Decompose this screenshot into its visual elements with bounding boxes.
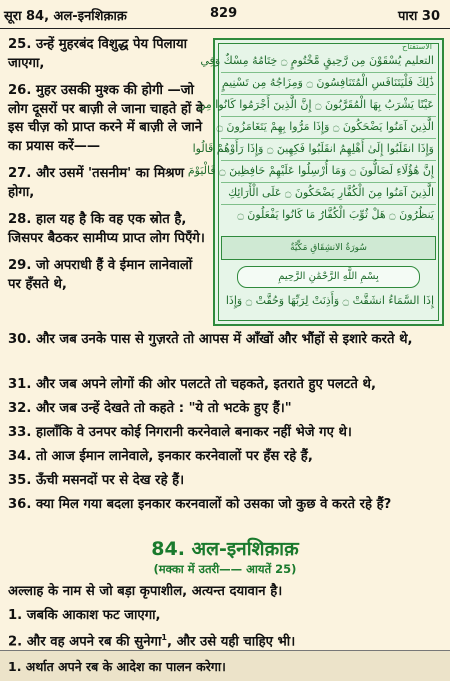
- arabic-rule: [221, 204, 436, 205]
- arabic-line-2: ذَٰلِكَ فَلْيَتَنَافَسِ الْمُتَنَافِسُونَ ۝ وَمِزَاجُهُ مِن تَسْنِيمٍ: [221, 76, 434, 89]
- footnote-text: 1. अर्थात अपने रब के आदेश का पालन करेगा।: [8, 659, 226, 674]
- verse-26: 26. मुहर उसकी मुश्क की होगी —जो लोग दूसरों पर बाज़ी ले जाना चाहते हों वे इस चीज़ को प्राप्त करने में बाज़ी ले जाने का प्रयास करें——: [8, 83, 204, 154]
- verse-25: 25. उन्हें मुहरबंद विशुद्ध पेय पिलाया जाएगा,: [8, 37, 188, 71]
- arabic-rule: [221, 94, 436, 95]
- verse-36: 36. क्या मिल गया बदला इनकार करनवालों को उसका जो कुछ वे करते रहे हैं?: [8, 497, 392, 512]
- arabic-line-4: الَّذِينَ آمَنُوا يَضْحَكُونَ ۝ وَإِذَا مَرُّوا بِهِمْ يَتَغَامَزُونَ ۝: [216, 120, 434, 133]
- verse-2-text: 2. और वह अपने रब की सुनेगा: [8, 634, 162, 650]
- surah-84-title: 84. अल-इनशिक़ाक़: [151, 538, 299, 560]
- arabic-line-6: إِنَّ هَٰؤُلَاءِ لَضَالُّونَ ۝ وَمَا أُرْسِلُوا عَلَيْهِمْ حَافِظِينَ ۝ فَالْيَوْمَ: [187, 164, 434, 177]
- arabic-last-line: إِذَا السَّمَاءُ انشَقَّتْ ۝ وَأَذِنَتْ لِرَبِّهَا وَحُقَّتْ ۝ وَإِذَا: [225, 294, 434, 307]
- left-column-verses: [8, 36, 208, 294]
- para-label: पारा 30: [397, 9, 440, 24]
- arabic-rule: [221, 160, 436, 161]
- bismillah-cartouche: بِسْمِ اللَّهِ الرَّحْمَٰنِ الرَّحِيمِ: [237, 266, 420, 288]
- arabic-box-tag: الاستفتاح: [402, 42, 432, 51]
- page-header: [0, 0, 450, 30]
- verse-35: 35. ऊँची मसनदों पर से देख रहे हैं।: [8, 473, 185, 488]
- surah-header-label: सूरा 84, अल-इनशिक़ाक़: [4, 9, 127, 24]
- verse-34: 34. तो आज ईमान लानेवाले, इनकार करनेवालों पर हँस रहे हैं,: [8, 449, 313, 464]
- arabic-line-3: عَيْنًا يَشْرَبُ بِهَا الْمُقَرَّبُونَ ۝ إِنَّ الَّذِينَ أَجْرَمُوا كَانُوا مِنَ: [197, 98, 434, 111]
- footnote-marker: 1: [161, 633, 167, 642]
- surah-84-subtitle: (मक्का में उतरी—— आयतें 25): [153, 562, 297, 576]
- arabic-rule: [221, 72, 436, 73]
- footnote-bar: [0, 650, 450, 681]
- arabic-rule: [221, 138, 436, 139]
- verse-31: 31. और जब अपने लोगों की ओर पलटते तो चहकते, इतराते हुए पलटते थे,: [8, 377, 376, 392]
- arabic-line-1: التعليم يُسْقَوْنَ مِن رَّحِيقٍ مَّخْتُومٍ ۝ خِتَامُهُ مِسْكٌ وَفِي: [200, 54, 434, 67]
- page-number: 829: [210, 6, 238, 21]
- verse-33: 33. हालाँकि वे उनपर कोई निगरानी करनेवाले बनाकर नहीं भेजे गए थे।: [8, 425, 352, 440]
- surah-84-verse-2: [8, 628, 444, 651]
- arabic-line-8: يَنظُرُونَ ۝ هَلْ ثُوِّبَ الْكُفَّارُ مَا كَانُوا يَفْعَلُونَ ۝: [237, 208, 434, 221]
- header-rule: [0, 28, 450, 29]
- verse-32: 32. और जब उन्हें देखते तो कहते : "ये तो भटके हुए हैं।": [8, 401, 292, 416]
- surah-band: سُورَةُ الانشِقَاقِ مَكِّيَّةٌ: [221, 236, 436, 260]
- bismillah-translation: अल्लाह के नाम से जो बड़ा कृपाशील, अत्यन्त दयावान है।: [8, 584, 283, 599]
- verse-27: 27. और उसमें 'तसनीम' का मिश्रण होगा,: [8, 166, 185, 200]
- arabic-text-box: [187, 38, 444, 326]
- verse-30: 30. और जब उनके पास से गुज़रते तो आपस में आँखों और भौंहों से इशारे करते थे,: [8, 332, 413, 347]
- surah-84-verse-1: 1. जबकि आकाश फट जाएगा,: [8, 608, 161, 623]
- arabic-line-7: الَّذِينَ آمَنُوا مِنَ الْكُفَّارِ يَضْحَكُونَ ۝ عَلَى الْأَرَائِكِ: [228, 186, 434, 199]
- arabic-rule: [221, 182, 436, 183]
- verse-29: 29. जो अपराधी हैं वे ईमान लानेवालों पर हँसते थे,: [8, 258, 193, 292]
- arabic-line-5: وَإِذَا انقَلَبُوا إِلَىٰ أَهْلِهِمُ انقَلَبُوا فَكِهِينَ ۝ وَإِذَا رَأَوْهُمْ قَالُوا: [192, 142, 434, 155]
- verse-28: 28. हाल यह है कि वह एक स्रोत है, जिसपर बैठकर सामीप्य प्राप्त लोग पिएँगे।: [8, 212, 205, 246]
- verse-2-text-end: , और उसे यही चाहिए भी।: [166, 634, 296, 650]
- arabic-rule: [221, 116, 436, 117]
